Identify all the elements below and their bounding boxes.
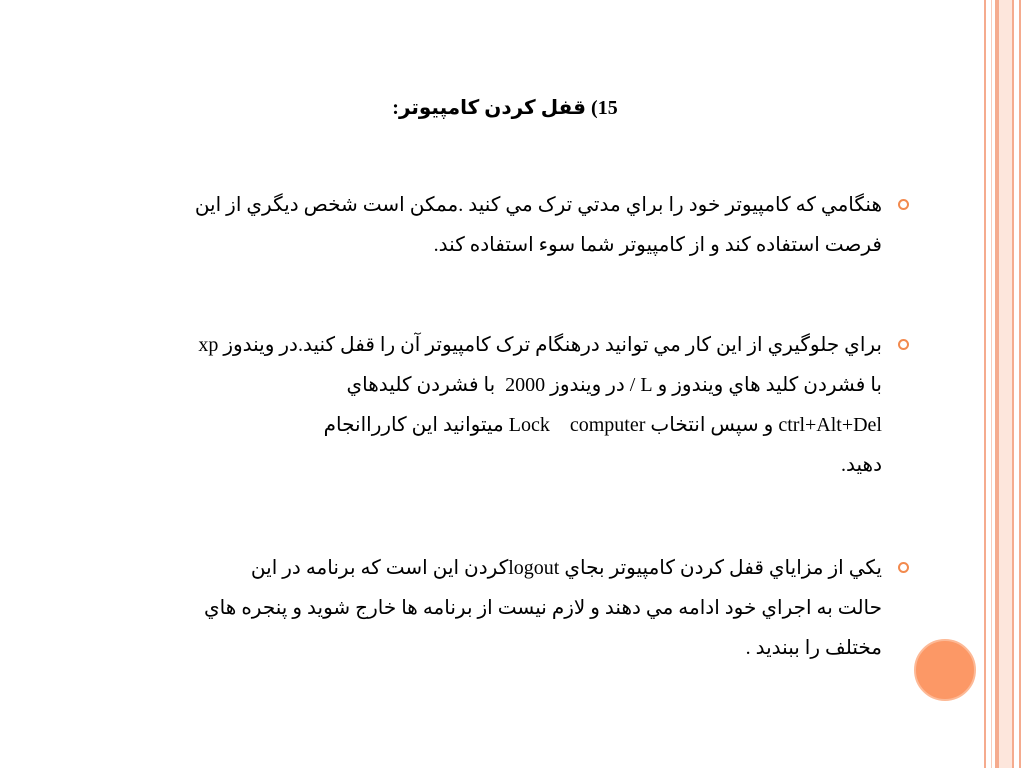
- ring-bullet-icon: [898, 199, 909, 210]
- bullet-line: يکي از مزاياي قفل کردن کامپيوتر بجاي logoutکردن اين است که برنامه در اين: [250, 557, 882, 579]
- orange-circle-decoration: [914, 639, 976, 701]
- bullet-line: حالت به اجراي خود ادامه مي دهند و لازم نيست از برنامه ها خارج شويد و پنجره هاي: [204, 597, 882, 619]
- bullet-line: هنگامي که کامپيوتر خود را براي مدتي ترک مي کنيد .ممکن است شخص ديگري از اين: [194, 194, 882, 216]
- stripe-band: [999, 0, 1012, 768]
- stripe-line: [991, 0, 992, 768]
- right-edge-stripes: [982, 0, 1024, 768]
- ring-bullet-icon: [898, 562, 909, 573]
- bullet-line: ctrl+Alt+Del و سپس انتخاب computer‏ Lock ميتوانيد اين کارراانجام: [323, 414, 882, 436]
- bullet-text: [40, 325, 882, 485]
- stripe-line: [984, 0, 986, 768]
- bullet-item: [40, 325, 920, 485]
- slide-title: 15) قفل کردن کامپيوتر:: [392, 97, 618, 119]
- stripe-line: [1012, 0, 1014, 768]
- bullet-line: دهيد.: [841, 454, 882, 476]
- stripe-line: [1019, 0, 1021, 768]
- bullet-line: فرصت استفاده کند و از کامپيوتر شما سوء استفاده کند.: [433, 234, 882, 256]
- bullet-line: با فشردن کليد هاي ويندوز و L / در ويندوز 2000 با فشردن کليدهاي: [346, 374, 882, 396]
- ring-bullet-icon: [898, 339, 909, 350]
- bullet-line: براي جلوگيري از اين کار مي توانيد درهنگام ترک کامپيوتر آن را قفل کنيد.در ويندوز xp: [198, 334, 882, 356]
- bullet-item: [40, 185, 920, 265]
- bullet-text: [40, 548, 882, 668]
- bullet-text: [40, 185, 882, 265]
- bullet-line: مختلف را ببنديد .: [745, 637, 882, 659]
- bullet-item: [40, 548, 920, 668]
